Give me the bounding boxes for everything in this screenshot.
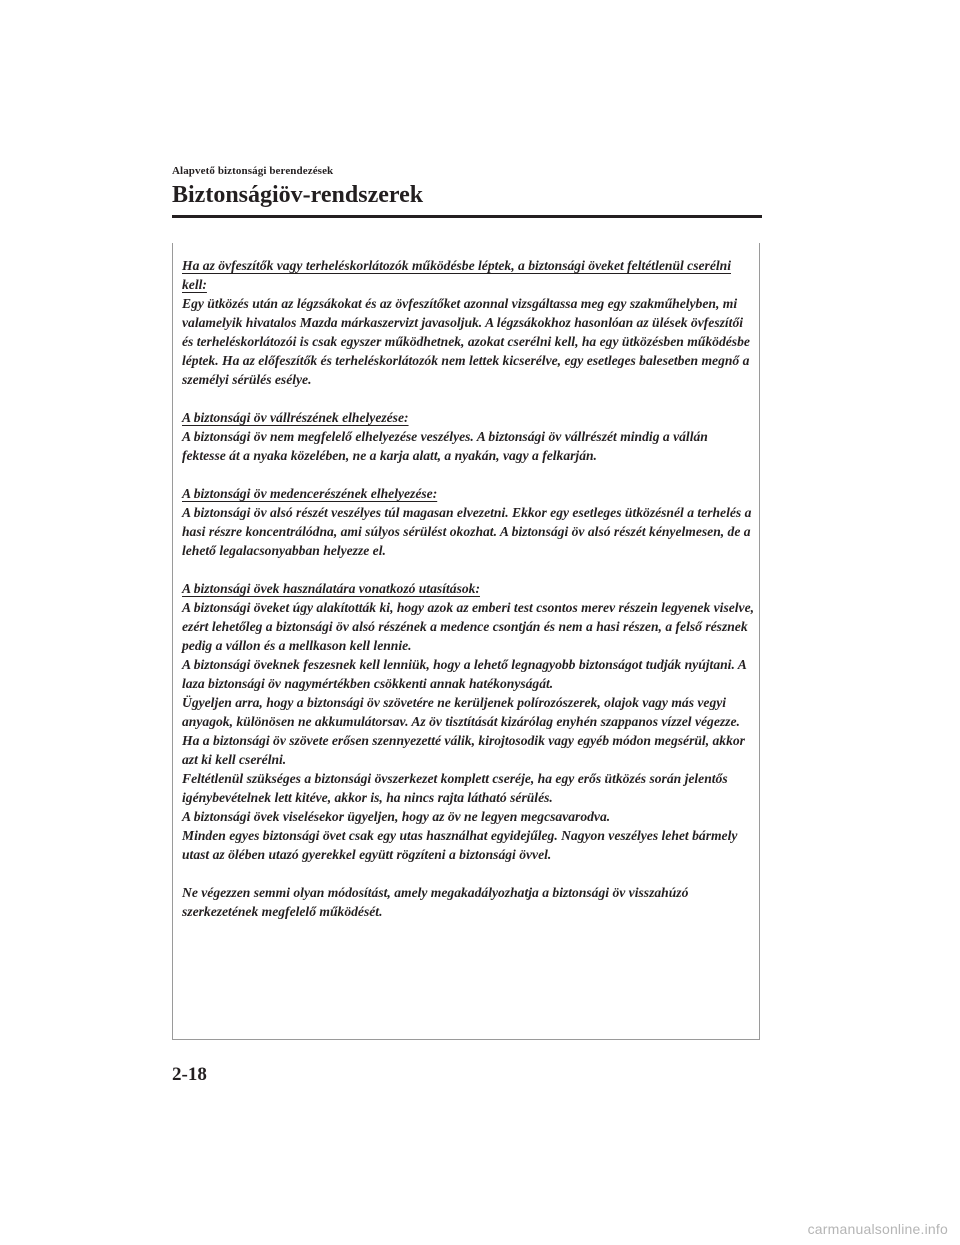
warning-block-instructions (182, 579, 754, 864)
warning-block-bumptube (182, 256, 754, 389)
warning-paragraph: Minden egyes biztonsági övet csak egy utas használhat egyidejűleg. Nagyon veszélyes lehet bármely utast az ölében utazó gyerekkel együtt rögzíteni a biztonsági övvel. (182, 828, 738, 862)
warning-body: A biztonsági öv nem megfelelő elhelyezése veszélyes. A biztonsági öv vállrészét mindig a vállán fektesse át a nyaka közelében, ne a karja alatt, a nyakán, vagy a felkarján. (182, 429, 708, 463)
section-label: Alapvető biztonsági berendezések (172, 165, 334, 177)
warning-paragraph: Ügyeljen arra, hogy a biztonsági öv szövetére ne kerüljenek polírozószerek, olajok vagy más vegyi anyagok, különösen ne akkumulátorsav. Az öv tisztítását kizárólag enyhén szappanos vízzel végezze. Ha a biztonsági öv szövete erősen szennyezetté válik, kirojtosodik vagy egyéb módon megsérül, akkor azt ki kell cserélni. (182, 695, 745, 767)
warning-block-shoulder (182, 408, 754, 465)
warning-paragraph: A biztonsági öveket úgy alakították ki, hogy azok az emberi test csontos merev részein legyenek viselve, ezért lehetőleg a biztonsági öv alsó részének a medence csontján és nem a hasi részen, a felső résznek pedig a vállon és a mellkason kell lennie. (182, 600, 755, 653)
title-rule (172, 215, 762, 218)
watermark: carmanualsonline.info (807, 1221, 948, 1237)
warning-box (172, 243, 760, 1040)
warning-block-modification (182, 883, 754, 921)
warning-body: Ne végezzen semmi olyan módosítást, amely megakadályozhatja a biztonsági öv visszahúzó szerkezetének megfelelő működését. (182, 885, 689, 919)
warning-paragraph: Feltétlenül szükséges a biztonsági övszerkezet komplett cseréje, ha egy erős ütközés során jelentős igénybevételnek lett kitéve, akkor is, ha nincs rajta látható sérülés. (182, 771, 728, 805)
page-title: Biztonságiöv-rendszerek (172, 182, 424, 208)
warning-paragraph: A biztonsági öveknek feszesnek kell lenniük, hogy a lehető legnagyobb biztonságot tudják nyújtani. A laza biztonsági öv nagymértékben csökkenti annak hatékonyságát. (182, 657, 747, 691)
warning-body-multi (182, 598, 754, 864)
warning-paragraph: A biztonsági övek viselésekor ügyeljen, hogy az öv ne legyen megcsavarodva. (182, 809, 611, 824)
warning-content (182, 256, 754, 921)
warning-heading: A biztonsági öv medencerészének elhelyezése: (182, 486, 438, 501)
warning-heading: Ha az övfeszítők vagy terheléskorlátozók működésbe léptek, a biztonsági öveket feltétlenül cserélni kell: (182, 258, 731, 292)
warning-heading: A biztonsági öv vállrészének elhelyezése: (182, 410, 409, 425)
warning-body: Egy ütközés után az légzsákokat és az övfeszítőket azonnal vizsgáltassa meg egy szakműhelyben, mi valamelyik hivatalos Mazda márkaszervizt javasoljuk. A légzsákokhoz hasonlóan az ülések övfeszítői és terheléskorlátozói is csak egyszer működhetnek, azokat cserélni kell, ha egy ütközésben működésbe léptek. Ha az előfeszítők és terheléskorlátozók nem lettek kicserélve, egy esetleges balesetben megnő a személyi sérülés esélye. (182, 296, 750, 387)
warning-heading: A biztonsági övek használatára vonatkozó utasítások: (182, 581, 480, 596)
warning-body: A biztonsági öv alsó részét veszélyes túl magasan elvezetni. Ekkor egy esetleges ütközésnél a terhelés a hasi részre koncentrálódna, ami súlyos sérülést okozhat. A biztonsági öv alsó részét kényelmesen, de a lehető legalacsonyabban helyezze el. (182, 505, 752, 558)
warning-block-lap (182, 484, 754, 560)
page-number: 2-18 (172, 1064, 207, 1085)
